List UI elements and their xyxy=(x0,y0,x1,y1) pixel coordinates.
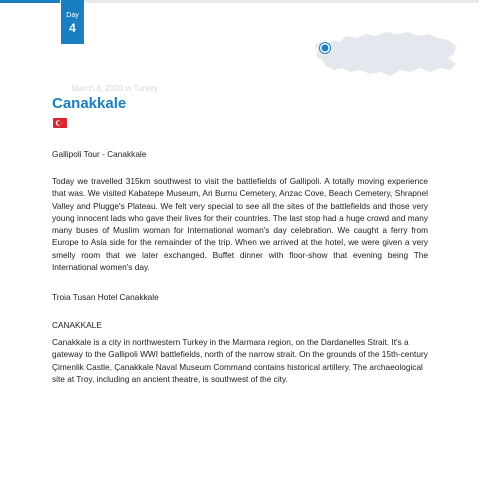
location-marker-icon xyxy=(322,45,329,52)
turkey-map xyxy=(310,24,460,80)
page-title: Canakkale xyxy=(52,95,127,112)
turkey-map-shape xyxy=(314,32,456,76)
day-label: Day xyxy=(66,12,79,19)
tour-line: Gallipoli Tour - Canakkale xyxy=(52,149,147,159)
day-number: 4 xyxy=(69,21,76,35)
description-paragraph: Canakkale is a city in northwestern Turkey in the Marmara region, on the Dardanelles Strait. It's a gateway to the Gallipoli WWI battlefields, north of the narrow strait. On the grounds of the 15th-century Çimenlik Castle, Çanakkale Naval Museum Command contains historical artillery. The archaeological site at Troy, including an ancient theatre, is southwest of the city. xyxy=(52,337,428,384)
entry-dateline: March 8, 2020 in Turkey xyxy=(72,84,158,93)
day-tag xyxy=(61,0,84,44)
section-heading: CANAKKALE xyxy=(52,320,102,330)
story-paragraph: Today we travelled 315km southwest to visit the battlefields of Gallipoli. A totally moving experience that was. We visited Kabatepe Museum, Ari Burnu Cemetery, Anzac Cove, Beach Cemetery, Shrapnel Valley and Plugge's Plateau. We felt very special to see all the sites of the battlefields and those very young innocent lads who gave their lives for their countries. The last stop had a huge crowd and many many buses of Muslim woman for International woman's day celebration. We caught a ferry from Europe to Asia side for the remainder of the trip. When we arrived at the hotel, we were given a very smelly room that we later exchanged. Buffet dinner with floor-show that evening being The International women's day. xyxy=(52,176,428,273)
top-bar-accent xyxy=(0,0,60,3)
turkey-flag-icon xyxy=(53,118,67,128)
hotel-line: Troia Tusan Hotel Canakkale xyxy=(52,292,159,302)
